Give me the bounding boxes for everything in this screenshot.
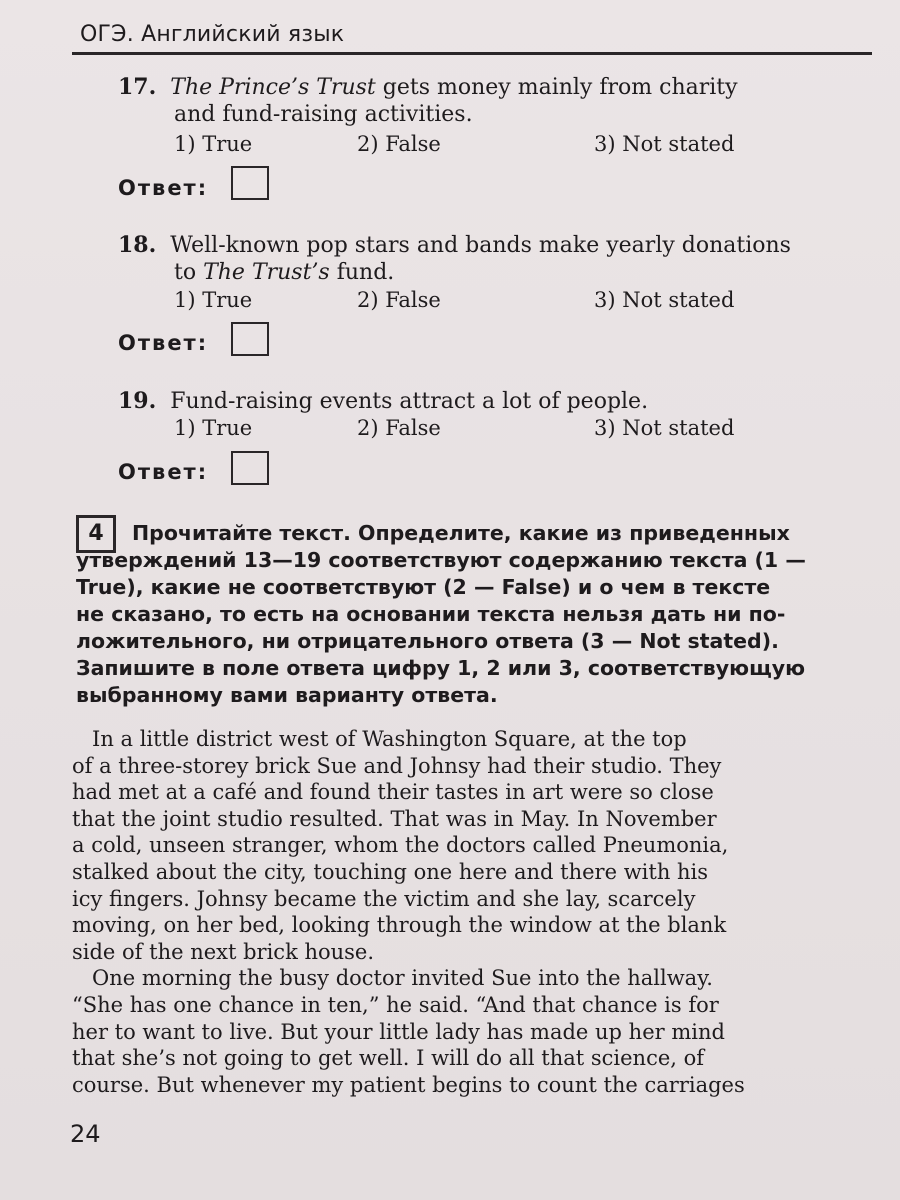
option-false: 2) False [357, 416, 441, 440]
passage-line: that the joint studio resulted. That was in May. In November [72, 806, 717, 831]
question-18 [118, 232, 878, 332]
option-false: 2) False [357, 288, 441, 312]
question-18-line-1 [118, 232, 791, 258]
passage-line: In a little district west of Washington Square, at the top [72, 727, 687, 751]
option-not-stated: 3) Not stated [594, 132, 735, 156]
instruction-line: утверждений 13—19 соответствуют содержанию текста (1 — [76, 548, 806, 572]
answer-box-19[interactable] [231, 451, 269, 485]
answer-box-18[interactable] [231, 322, 269, 356]
running-head: ОГЭ. Английский язык [80, 22, 345, 47]
option-not-stated: 3) Not stated [594, 288, 735, 312]
passage-line: side of the next brick house. [72, 939, 375, 964]
options-row [174, 416, 874, 446]
instruction-line: не сказано, то есть на основании текста нельзя дать ни по- [76, 602, 786, 626]
instruction-line: выбранному вами варианту ответа. [76, 683, 498, 707]
italic-title: The Trust’s [203, 260, 330, 285]
answer-label: Ответ: [118, 460, 209, 484]
option-true: 1) True [174, 132, 253, 156]
option-false: 2) False [357, 132, 441, 156]
instruction-line: True), какие не соответствуют (2 — False) и о чем в тексте [76, 575, 771, 599]
question-19-line-1 [118, 388, 648, 414]
question-text: Fund-raising events attract a lot of people. [170, 389, 649, 414]
italic-title: The Prince’s Trust [170, 75, 376, 100]
answer-label: Ответ: [118, 176, 209, 200]
passage-line: course. But whenever my patient begins to count the carriages [72, 1072, 745, 1097]
question-19 [118, 388, 878, 458]
answer-box-17[interactable] [231, 166, 269, 200]
passage-line: “She has one chance in ten,” he said. “And that chance is for [72, 992, 719, 1017]
options-row [174, 288, 874, 318]
question-number: 18. [118, 232, 157, 258]
passage-line: stalked about the city, touching one here and there with his [72, 859, 709, 884]
passage-line: One morning the busy doctor invited Sue into the hallway. [72, 966, 713, 991]
options-row [174, 132, 874, 162]
question-text: to [174, 260, 204, 285]
instruction-line: Запишите в поле ответа цифру 1, 2 или 3, соответствующую [76, 656, 806, 680]
passage-line: icy fingers. Johnsy became the victim and she lay, scarcely [72, 886, 696, 911]
page-number: 24 [70, 1120, 101, 1148]
passage-line: a cold, unseen stranger, whom the doctors called Pneumonia, [72, 833, 729, 858]
passage-line: of a three-storey brick Sue and Johnsy had their studio. They [72, 753, 722, 778]
instruction-line: ложительного, ни отрицательного ответа (3 — Not stated). [76, 629, 779, 653]
question-number: 17. [118, 74, 157, 100]
answer-label: Ответ: [118, 331, 209, 355]
question-text: fund. [329, 260, 395, 285]
passage-line: her to want to live. But your little lady has made up her mind [72, 1019, 725, 1044]
question-18-line-2 [174, 260, 394, 285]
passage-line: that she’s not going to get well. I will do all that science, of [72, 1046, 705, 1071]
question-17-line-2: and fund-raising activities. [174, 102, 473, 127]
reading-passage [72, 726, 872, 1098]
instruction-line: Прочитайте текст. Определите, какие из приведенных [132, 521, 790, 545]
task-instructions [76, 520, 876, 709]
question-text: Well-known pop stars and bands make yearly donations [170, 233, 791, 258]
question-17-line-1 [118, 74, 738, 100]
header-rule [72, 52, 872, 55]
option-not-stated: 3) Not stated [594, 416, 735, 440]
passage-line: moving, on her bed, looking through the window at the blank [72, 913, 727, 938]
passage-line: had met at a café and found their tastes in art were so close [72, 780, 714, 805]
question-text: gets money mainly from charity [375, 75, 738, 100]
question-number: 19. [118, 388, 157, 414]
option-true: 1) True [174, 416, 253, 440]
task-number-box: 4 [76, 515, 116, 553]
option-true: 1) True [174, 288, 253, 312]
